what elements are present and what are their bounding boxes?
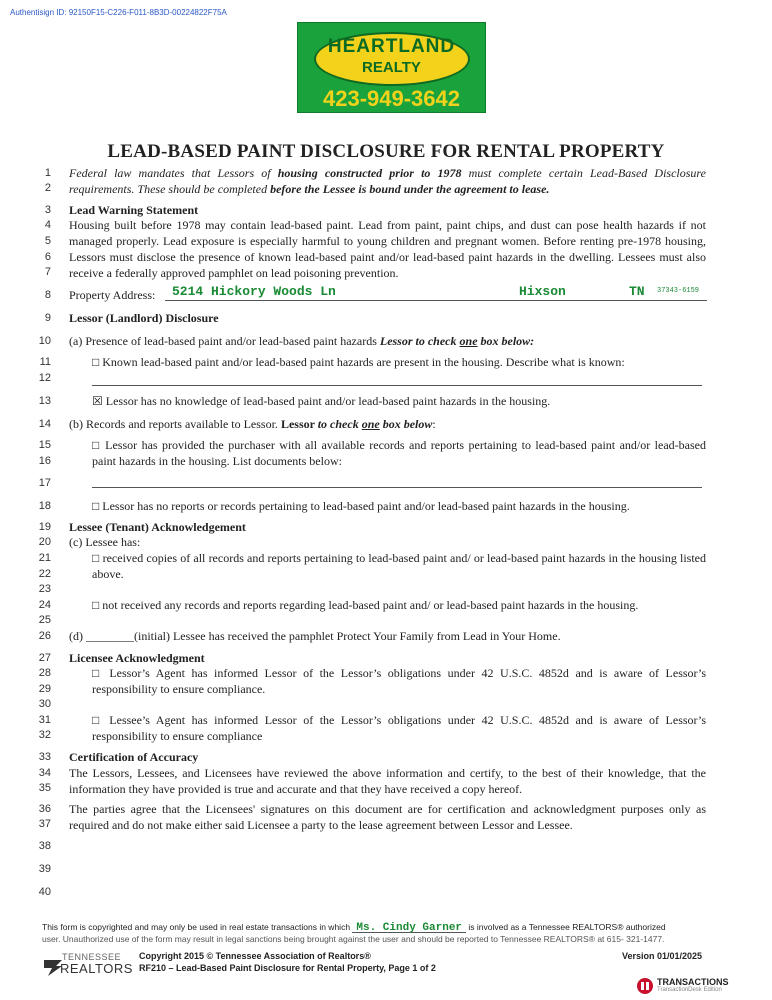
- property-street[interactable]: 5214 Hickory Woods Ln: [172, 284, 336, 299]
- transactions-logo: [636, 974, 736, 998]
- footer-form-id: RF210 – Lead-Based Paint Disclosure for Rental Property, Page 1 of 2: [139, 963, 436, 973]
- certification-text: The Lessors, Lessees, and Licensees have reviewed the above information and certify, to the best of their knowledge, that the information they have provided is true and accurate and that they have received a copy hereof.: [69, 766, 706, 796]
- lessor-agent-option[interactable]: □ Lessor’s Agent has informed Lessor of the Lessor’s obligations under 42 U.S.C. 4852d and is aware of Lessor’s responsibility to ensure compliance.: [92, 666, 706, 696]
- checked-box-icon[interactable]: ☒: [92, 394, 103, 408]
- line-number: 30: [38, 698, 51, 710]
- logo-brand-sub: REALTY: [362, 59, 421, 76]
- line-number: 14: [38, 418, 51, 430]
- line-number: 23: [38, 583, 51, 595]
- lessee-heading: Lessee (Tenant) Acknowledgement: [69, 520, 246, 534]
- transactions-logo-bottom: TransactionDesk Edition: [657, 987, 722, 993]
- lead-warning-text: Housing built before 1978 may contain lead-based paint. Lead from paint, paint chips, and dust can pose health hazards if not managed properly. Lead exposure is especially harmful to young children and pregnant women. Before renting pre-1978 housing, Lessors must disclose the presence of known lead-based paint and/or lead-based paint hazards in the dwelling. Lessees must also receive a federally approved pamphlet on lead poisoning prevention.: [69, 218, 706, 280]
- property-address-line: [165, 300, 707, 301]
- lessor-a-text: (a) Presence of lead-based paint and/or lead-based paint hazards Lessor to check one box below:: [69, 334, 535, 348]
- line-number: 4: [44, 219, 51, 231]
- line-number: 35: [38, 782, 51, 794]
- line-number: 34: [38, 767, 51, 779]
- no-reports-option[interactable]: □ Lessor has no reports or records pertaining to lead-based paint and/or lead-based paint hazards in the housing.: [92, 499, 630, 513]
- property-zip[interactable]: 37343-6159: [657, 287, 700, 295]
- line-number: 6: [44, 251, 51, 263]
- property-address-label: Property Address:: [69, 288, 156, 302]
- footer-copyright-notice: This form is copyrighted and may only be used in real estate transactions in which Ms. Cindy Garner is involved as a Tennessee REALTORS® authorized: [42, 922, 666, 934]
- line-number: 16: [38, 455, 51, 467]
- line-number: 28: [38, 667, 51, 679]
- line-number: 33: [38, 751, 51, 763]
- line-number: 31: [38, 714, 51, 726]
- property-city[interactable]: Hixson: [519, 284, 566, 299]
- tr-logo-bottom: REALTORS: [60, 961, 133, 976]
- lessor-heading: Lessor (Landlord) Disclosure: [69, 311, 219, 325]
- heartland-realty-logo: [297, 22, 486, 113]
- line-number: 11: [39, 356, 51, 368]
- line-number: 3: [44, 204, 51, 216]
- pamphlet-initial-line[interactable]: (d) ________(initial) Lessee has received the pamphlet Protect Your Family from Lead in Your Home.: [69, 629, 561, 643]
- certification-heading: Certification of Accuracy: [69, 750, 199, 764]
- property-state[interactable]: TN: [629, 284, 645, 299]
- line-number: 24: [38, 599, 51, 611]
- line-number: 1: [44, 167, 51, 179]
- documents-line[interactable]: [92, 487, 702, 488]
- line-number: 7: [44, 266, 51, 278]
- line-number: 5: [44, 235, 51, 247]
- logo-brand: HEARTLAND: [327, 36, 456, 57]
- transactions-logo-top: TRANSACTIONS: [657, 977, 729, 987]
- line-number: 2: [44, 182, 51, 194]
- line-number: 32: [38, 729, 51, 741]
- received-copies-option[interactable]: □ received copies of all records and reports pertaining to lead-based paint and/ or lead-based paint hazards in the housing listed above.: [92, 551, 706, 581]
- line-number: 13: [38, 395, 51, 407]
- line-number: 36: [38, 803, 51, 815]
- lessor-b-text: (b) Records and reports available to Lessor. Lessor to check one box below:: [69, 417, 436, 431]
- line-number: 25: [38, 614, 51, 626]
- line-number: 18: [38, 500, 51, 512]
- line-number: 17: [38, 477, 51, 489]
- line-number: 21: [38, 552, 51, 564]
- lead-warning-heading: Lead Warning Statement: [69, 203, 199, 217]
- describe-line[interactable]: [92, 385, 702, 386]
- line-number: 9: [44, 312, 51, 324]
- line-number: 37: [38, 818, 51, 830]
- line-number: 39: [38, 863, 51, 875]
- line-number: 40: [38, 886, 51, 898]
- tr-logo-top: TENNESSEE: [62, 952, 122, 962]
- transactions-mark-icon: [636, 977, 654, 995]
- licensee-name: Ms. Cindy Garner: [356, 922, 463, 934]
- line-number: 12: [38, 372, 51, 384]
- line-number: 29: [38, 683, 51, 695]
- licensee-heading: Licensee Acknowledgment: [69, 651, 205, 665]
- known-hazards-option[interactable]: □ Known lead-based paint and/or lead-based paint hazards are present in the housing. Describe what is known:: [92, 355, 625, 369]
- line-number: 15: [38, 439, 51, 451]
- intro-paragraph: Federal law mandates that Lessors of housing constructed prior to 1978 must complete certain Lead-Based Disclosure requirements. These should be completed before the Lessee is bound under the agreement to lease.: [69, 166, 706, 196]
- line-number: 27: [38, 652, 51, 664]
- lessee-agent-option[interactable]: □ Lessee’s Agent has informed Lessor of the Lessor’s obligations under 42 U.S.C. 4852d and is aware of Lessor’s responsibility to ensure compliance: [92, 713, 706, 743]
- footer-copyright: Copyright 2015 © Tennessee Association of Realtors®: [139, 951, 371, 961]
- footer-unauthorized-notice: user. Unauthorized use of the form may result in legal sanctions being brought against the user and should be reported to Tennessee REALTORS® at 615- 321-1477.: [42, 934, 665, 944]
- no-knowledge-option[interactable]: ☒ Lessor has no knowledge of lead-based paint and/or lead-based paint hazards in the housing.: [92, 394, 551, 408]
- records-provided-option[interactable]: □ Lessor has provided the purchaser with all available records and reports pertaining to lead-based paint and/or lead-based paint hazards in the housing. List documents below:: [92, 438, 706, 468]
- line-number: 20: [38, 536, 51, 548]
- not-received-option[interactable]: □ not received any records and reports regarding lead-based paint and/ or lead-based paint hazards in the housing.: [92, 598, 639, 612]
- line-number: 10: [38, 335, 51, 347]
- authentisign-id: Authentisign ID: 92150F15-C226-F011-8B3D-00224822F75A: [10, 8, 227, 17]
- line-number: 38: [38, 840, 51, 852]
- footer-version: Version 01/01/2025: [622, 951, 703, 961]
- page-title: LEAD-BASED PAINT DISCLOSURE FOR RENTAL PROPERTY: [107, 141, 665, 162]
- parties-agreement-text: The parties agree that the Licensees' signatures on this document are for certification and acknowledgment purposes only as required and do not make either said Licensee a party to the lease agreement between Lessor and Lessee.: [69, 802, 706, 832]
- logo-phone: 423-949-3642: [322, 86, 460, 111]
- lessee-c-text: (c) Lessee has:: [69, 535, 141, 549]
- line-number: 22: [38, 568, 51, 580]
- line-number: 8: [44, 289, 51, 301]
- line-number: 19: [38, 521, 51, 533]
- line-number: 26: [38, 630, 51, 642]
